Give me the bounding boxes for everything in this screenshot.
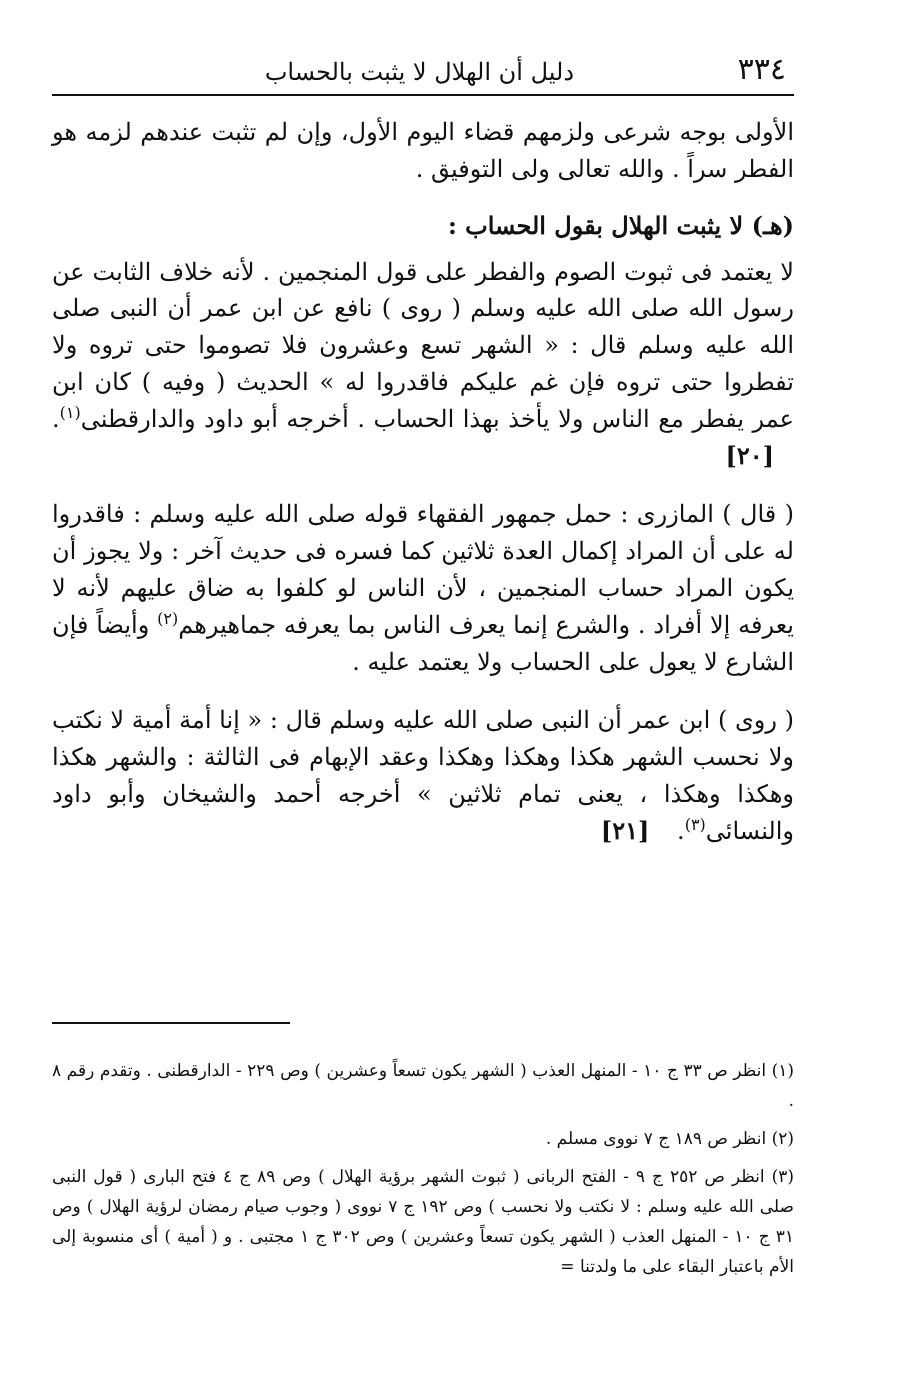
paragraph-1-end: . <box>52 404 60 433</box>
book-page <box>52 50 794 850</box>
page-header <box>52 50 794 96</box>
running-title: دليل أن الهلال لا يثبت بالحساب <box>264 58 574 86</box>
footnote-divider <box>52 1022 290 1024</box>
footnote-ref-2: (٢) <box>157 608 179 628</box>
section-heading: (هـ) لا يثبت الهلال بقول الحساب : <box>447 210 794 240</box>
paragraph-2 <box>52 496 794 680</box>
footnote-ref-3: (٣) <box>684 814 706 834</box>
footnote-3: (٣) انظر ص ٢٥٢ ج ٩ - الفتح الربانى ( ثبوت الشهر برؤية الهلال ) وص ٨٩ ج ٤ فتح البارى ( قول النبى صلى الله عليه وسلم : لا نكتب ولا نحسب ) وص ١٩٢ ج ٧ نووى ( وجوب صيام رمضان لرؤية الهلال ) وص ٣١ ج ١٠ - المنهل العذب ( الشهر يكون تسعاً وعشرين ) وص ٣٠٢ ج ١ مجتبى . و ( أمية ) أى منسوبة إلى الأم باعتبار البقاء على ما ولدتنا = <box>52 1167 795 1277</box>
hadith-number-21: [٢١] <box>600 815 650 845</box>
footnote-2: (٢) انظر ص ١٨٩ ج ٧ نووى مسلم . <box>545 1129 794 1149</box>
footnote-ref-1: (١) <box>59 402 81 422</box>
hadith-number-20: [٢٠] <box>725 440 774 470</box>
footnotes <box>52 1056 794 1290</box>
main-text <box>52 114 794 850</box>
continuation-paragraph: الأولى بوجه شرعى ولزمهم قضاء اليوم الأول، وإن لم تثبت عندهم لزمه هو الفطر سراً . والله تعالى ولى التوفيق . <box>52 118 794 183</box>
paragraph-2-end: وأيضاً فإن الشارع لا يعول على الحساب ولا يعتمد عليه . <box>52 610 794 676</box>
footnote-1: (١) انظر ص ٣٣ ج ١٠ - المنهل العذب ( الشهر يكون تسعاً وعشرين ) وص ٢٢٩ - الدارقطنى . وتقدم رقم ٨ . <box>52 1061 794 1111</box>
paragraph-3-end: . <box>677 816 685 845</box>
paragraph-1-text: لا يعتمد فى ثبوت الصوم والفطر على قول المنجمين . لأنه خلاف الثابت عن رسول الله صلى الله عليه وسلم ( روى ) نافع عن ابن عمر أن النبى صلى الله عليه وسلم قال : « الشهر تسع وعشرون فلا تصوموا حتى تروه ولا تفطروا حتى تروه فإن غم عليكم فاقدروا له » الحديث ( وفيه ) كان ابن عمر يفطر مع الناس ولا يأخذ بهذا الحساب . أخرجه أبو داود والدارقطنى <box>52 257 794 433</box>
paragraph-2-text: ( قال ) المازرى : حمل جمهور الفقهاء قوله صلى الله عليه وسلم : فاقدروا له على أن المراد إكمال العدة ثلاثين كما فسره فى حديث آخر : ولا يجوز أن يكون المراد حساب المنجمين ، لأن الناس لو كلفوا به ضاق عليهم لأنه لا يعرفه إلا أفراد . والشرع إنما يعرف الناس بما يعرفه جماهيرهم <box>52 500 794 639</box>
paragraph-3-text: ( روى ) ابن عمر أن النبى صلى الله عليه وسلم قال : « إنا أمة أمية لا نكتب ولا نحسب الشهر هكذا وهكذا وهكذا وعقد الإبهام فى الثالثة : والشهر هكذا وهكذا وهكذا ، يعنى تمام ثلاثين » أخرجه أحمد والشيخان وأبو داود والنسائى <box>52 706 795 845</box>
paragraph-3 <box>52 702 794 849</box>
page-number: ٣٣٤ <box>737 52 786 87</box>
paragraph-1 <box>52 254 794 475</box>
